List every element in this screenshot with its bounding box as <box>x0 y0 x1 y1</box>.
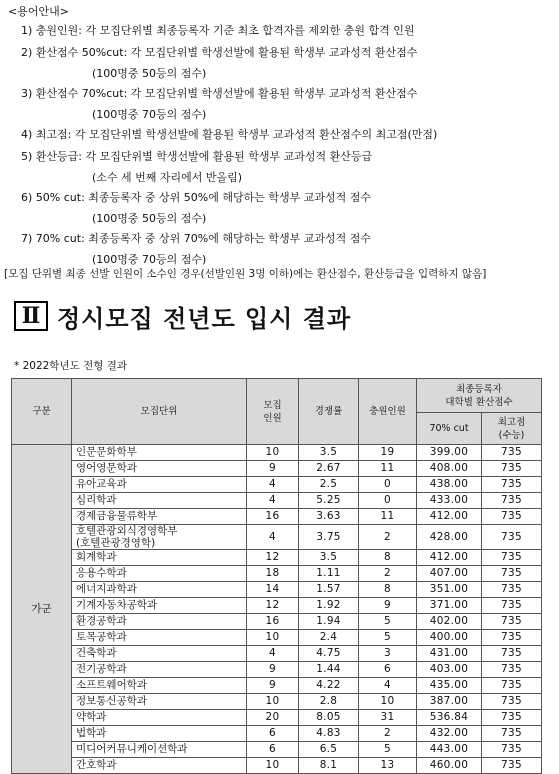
extra-cell: 0 <box>359 477 417 493</box>
header-max-line2: (수능) <box>498 429 525 441</box>
table-row <box>12 461 542 477</box>
ratio-cell: 1.94 <box>299 614 359 630</box>
table-row <box>12 493 542 509</box>
ratio-cell: 4.22 <box>299 678 359 694</box>
table-row <box>12 710 542 726</box>
extra-cell: 10 <box>359 694 417 710</box>
unit-name-cell: 기계자동차공학과 <box>72 598 247 614</box>
glossary <box>8 4 553 269</box>
ratio-cell: 3.75 <box>299 525 359 550</box>
quota-cell: 10 <box>247 630 299 646</box>
quota-cell: 4 <box>247 477 299 493</box>
extra-cell: 8 <box>359 550 417 566</box>
ratio-cell: 2.8 <box>299 694 359 710</box>
unit-name-cell: 토목공학과 <box>72 630 247 646</box>
table-caption: * 2022학년도 전형 결과 <box>14 360 127 372</box>
unit-name-cell: 심리학과 <box>72 493 247 509</box>
header-quota-line1: 모집 <box>263 399 282 411</box>
extra-cell: 0 <box>359 493 417 509</box>
unit-name-cell: 응용수학과 <box>72 566 247 582</box>
header-group: 구분 <box>12 379 72 445</box>
max-score-cell: 735 <box>482 566 542 582</box>
quota-cell: 12 <box>247 550 299 566</box>
header-ratio: 경쟁률 <box>299 379 359 445</box>
max-score-cell: 735 <box>482 614 542 630</box>
quota-cell: 6 <box>247 726 299 742</box>
ratio-cell: 3.5 <box>299 550 359 566</box>
extra-cell: 3 <box>359 646 417 662</box>
cut70-cell: 435.00 <box>417 678 482 694</box>
table-row <box>12 582 542 598</box>
glossary-item: 6) 50% cut: 최종등록자 중 상위 50%에 해당하는 학생부 교과성적 점수 <box>21 191 371 204</box>
unit-name-cell: 법학과 <box>72 726 247 742</box>
ratio-cell: 4.83 <box>299 726 359 742</box>
extra-cell: 9 <box>359 598 417 614</box>
cut70-cell: 460.00 <box>417 758 482 774</box>
ratio-cell: 4.75 <box>299 646 359 662</box>
table-row <box>12 598 542 614</box>
quota-cell: 14 <box>247 582 299 598</box>
extra-cell: 6 <box>359 662 417 678</box>
header-quota <box>247 379 299 445</box>
cut70-cell: 438.00 <box>417 477 482 493</box>
cut70-cell: 536.84 <box>417 710 482 726</box>
cut70-cell: 351.00 <box>417 582 482 598</box>
cut70-cell: 400.00 <box>417 630 482 646</box>
extra-cell: 11 <box>359 461 417 477</box>
glossary-item: 5) 환산등급: 각 모집단위별 학생선발에 활용된 학생부 교과성적 환산등급 <box>21 150 373 163</box>
header-cut70: 70% cut <box>417 413 482 445</box>
unit-name-cell: 간호학과 <box>72 758 247 774</box>
header-max-line1: 최고점 <box>497 416 526 428</box>
cut70-cell: 407.00 <box>417 566 482 582</box>
quota-cell: 10 <box>247 758 299 774</box>
table-row <box>12 630 542 646</box>
extra-cell: 8 <box>359 582 417 598</box>
max-score-cell: 735 <box>482 662 542 678</box>
cut70-cell: 371.00 <box>417 598 482 614</box>
glossary-item-note: (100명중 70등의 점수) <box>92 253 207 266</box>
table-row <box>12 614 542 630</box>
unit-name-cell: 회계학과 <box>72 550 247 566</box>
ratio-cell: 2.5 <box>299 477 359 493</box>
header-final <box>417 379 542 413</box>
table-row <box>12 758 542 774</box>
ratio-cell: 8.1 <box>299 758 359 774</box>
quota-cell: 6 <box>247 742 299 758</box>
extra-cell: 2 <box>359 566 417 582</box>
max-score-cell: 735 <box>482 678 542 694</box>
unit-name-cell: 경제금융물류학부 <box>72 509 247 525</box>
quota-cell: 16 <box>247 614 299 630</box>
section-number: Ⅱ <box>14 301 48 331</box>
cut70-cell: 443.00 <box>417 742 482 758</box>
ratio-cell: 1.44 <box>299 662 359 678</box>
ratio-cell: 1.57 <box>299 582 359 598</box>
cut70-cell: 402.00 <box>417 614 482 630</box>
header-unit: 모집단위 <box>72 379 247 445</box>
extra-cell: 4 <box>359 678 417 694</box>
unit-name-cell <box>72 525 247 550</box>
notice-text: [모집 단위별 최종 선발 인원이 소수인 경우(선발인원 3명 이하)에는 환산점수, 환산등급을 입력하지 않음] <box>4 268 487 280</box>
cut70-cell: 431.00 <box>417 646 482 662</box>
max-score-cell: 735 <box>482 582 542 598</box>
table-row <box>12 662 542 678</box>
max-score-cell: 735 <box>482 525 542 550</box>
glossary-item-note: (소수 세 번째 자리에서 반올림) <box>92 171 243 184</box>
cut70-cell: 433.00 <box>417 493 482 509</box>
header-final-line1: 최종등록자 <box>456 383 502 395</box>
glossary-item: 1) 충원인원: 각 모집단위별 최종등록자 기준 최초 합격자를 제외한 충원 합격 인원 <box>21 24 415 37</box>
glossary-item: 7) 70% cut: 최종등록자 중 상위 70%에 해당하는 학생부 교과성적 점수 <box>21 232 371 245</box>
max-score-cell: 735 <box>482 646 542 662</box>
ratio-cell: 2.67 <box>299 461 359 477</box>
ratio-cell: 8.05 <box>299 710 359 726</box>
table-row <box>12 726 542 742</box>
header-final-line2: 대학별 환산점수 <box>445 396 513 408</box>
ratio-cell: 6.5 <box>299 742 359 758</box>
max-score-cell: 735 <box>482 694 542 710</box>
ratio-cell: 1.11 <box>299 566 359 582</box>
quota-cell: 9 <box>247 678 299 694</box>
ratio-cell: 2.4 <box>299 630 359 646</box>
max-score-cell: 735 <box>482 710 542 726</box>
ratio-cell: 3.63 <box>299 509 359 525</box>
max-score-cell: 735 <box>482 742 542 758</box>
table-row <box>12 694 542 710</box>
extra-cell: 19 <box>359 445 417 461</box>
max-score-cell: 735 <box>482 461 542 477</box>
glossary-item: 3) 환산점수 70%cut: 각 모집단위별 학생선발에 활용된 학생부 교과성적 환산점수 <box>21 87 418 100</box>
unit-name-cell: 소프트웨어학과 <box>72 678 247 694</box>
extra-cell: 5 <box>359 630 417 646</box>
cut70-cell: 399.00 <box>417 445 482 461</box>
unit-name-cell: 유아교육과 <box>72 477 247 493</box>
glossary-item-note: (100명중 50등의 점수) <box>92 212 207 225</box>
table-row <box>12 742 542 758</box>
max-score-cell: 735 <box>482 445 542 461</box>
group-cell: 가군 <box>12 445 72 774</box>
cut70-cell: 403.00 <box>417 662 482 678</box>
max-score-cell: 735 <box>482 493 542 509</box>
quota-cell: 12 <box>247 598 299 614</box>
unit-name-cell: 환경공학과 <box>72 614 247 630</box>
cut70-cell: 387.00 <box>417 694 482 710</box>
quota-cell: 4 <box>247 646 299 662</box>
quota-cell: 20 <box>247 710 299 726</box>
glossary-item-note: (100명중 50등의 점수) <box>92 67 207 80</box>
max-score-cell: 735 <box>482 477 542 493</box>
max-score-cell: 735 <box>482 758 542 774</box>
table-row <box>12 566 542 582</box>
cut70-cell: 432.00 <box>417 726 482 742</box>
unit-name-cell: 인문문화학부 <box>72 445 247 461</box>
max-score-cell: 735 <box>482 726 542 742</box>
unit-name-line: 호텔관광외식경영학부 <box>76 525 178 537</box>
header-extra: 충원인원 <box>359 379 417 445</box>
quota-cell: 9 <box>247 461 299 477</box>
quota-cell: 10 <box>247 694 299 710</box>
max-score-cell: 735 <box>482 598 542 614</box>
unit-name-cell: 미디어커뮤니케이션학과 <box>72 742 247 758</box>
max-score-cell: 735 <box>482 630 542 646</box>
table-row <box>12 550 542 566</box>
table-row <box>12 509 542 525</box>
quota-cell: 4 <box>247 493 299 509</box>
unit-name-cell: 영어영문학과 <box>72 461 247 477</box>
quota-cell: 9 <box>247 662 299 678</box>
quota-cell: 16 <box>247 509 299 525</box>
cut70-cell: 408.00 <box>417 461 482 477</box>
extra-cell: 2 <box>359 726 417 742</box>
extra-cell: 5 <box>359 742 417 758</box>
table-row <box>12 525 542 550</box>
section-heading <box>14 298 351 334</box>
unit-name-cell: 에너지과학과 <box>72 582 247 598</box>
cut70-cell: 412.00 <box>417 550 482 566</box>
glossary-title: <용어안내> <box>8 5 69 18</box>
quota-cell: 10 <box>247 445 299 461</box>
extra-cell: 11 <box>359 509 417 525</box>
table-row <box>12 678 542 694</box>
table-row <box>12 477 542 493</box>
max-score-cell: 735 <box>482 550 542 566</box>
extra-cell: 2 <box>359 525 417 550</box>
extra-cell: 31 <box>359 710 417 726</box>
unit-name-cell: 건축학과 <box>72 646 247 662</box>
extra-cell: 5 <box>359 614 417 630</box>
table-row <box>12 646 542 662</box>
glossary-item: 4) 최고점: 각 모집단위별 학생선발에 활용된 학생부 교과성적 환산점수의 최고점(만점) <box>21 128 438 141</box>
glossary-item-note: (100명중 70등의 점수) <box>92 108 207 121</box>
ratio-cell: 3.5 <box>299 445 359 461</box>
ratio-cell: 5.25 <box>299 493 359 509</box>
unit-name-cell: 정보통신공학과 <box>72 694 247 710</box>
quota-cell: 18 <box>247 566 299 582</box>
extra-cell: 13 <box>359 758 417 774</box>
quota-cell: 4 <box>247 525 299 550</box>
results-table <box>11 378 542 774</box>
section-title: 정시모집 전년도 입시 결과 <box>57 304 352 333</box>
table-row <box>12 445 542 461</box>
cut70-cell: 428.00 <box>417 525 482 550</box>
cut70-cell: 412.00 <box>417 509 482 525</box>
unit-name-cell: 약학과 <box>72 710 247 726</box>
glossary-item: 2) 환산점수 50%cut: 각 모집단위별 학생선발에 활용된 학생부 교과성적 환산점수 <box>21 46 418 59</box>
max-score-cell: 735 <box>482 509 542 525</box>
header-quota-line2: 인원 <box>263 412 282 424</box>
ratio-cell: 1.92 <box>299 598 359 614</box>
header-max <box>482 413 542 445</box>
unit-name-cell: 전기공학과 <box>72 662 247 678</box>
unit-name-line: (호텔관광경영학) <box>76 537 156 549</box>
